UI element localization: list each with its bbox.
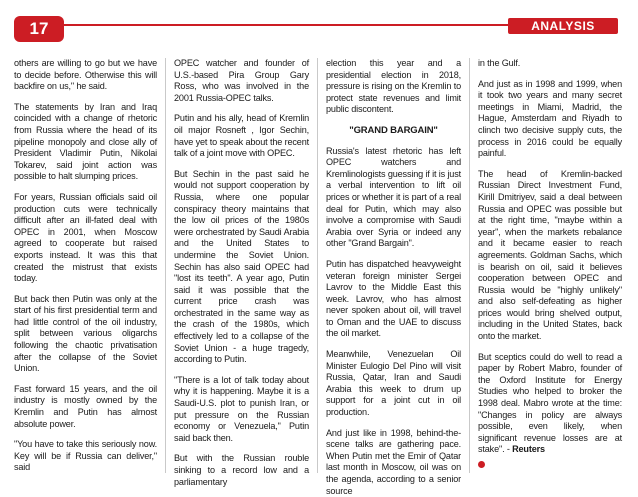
paragraph: The head of Kremlin-backed Russian Direct Investment Fund, Kirill Dmitriyev, said a deal between Russia and OPEC was possible but at the right time, "maybe within a year", when the markets rebalance and it became easier to reach agreements. Goldman Sachs, which is bearish on oil, said it believes cooperation between OPEC and Russia would be "highly unlikely" and also self-defeating as higher prices would bring shelved output, including in the United States, back onto the market. [478, 168, 622, 342]
subheading: "GRAND BARGAIN" [349, 124, 438, 136]
article-column-1 [14, 58, 166, 473]
paragraph: Russia's latest rhetoric has left OPEC watchers and Kremlinologists guessing if it is just a verbal intervention to lift oil prices or whether it is part of a real deal for Putin, which may also involve a compromise with Saudi Arabia over Syria or indeed any other "Grand Bargain". [326, 145, 461, 249]
section-label: ANALYSIS [508, 18, 618, 34]
paragraph: "There is a lot of talk today about why it is happening. Maybe it is a Saudi-U.S. plot to punish Iran, or put pressure on the Russian economy or Venezuela," Putin said back then. [174, 374, 309, 443]
paragraph: Meanwhile, Venezuelan Oil Minister Eulogio Del Pino will visit Russia, Qatar, Iran and Saudi Arabia this week to drum up support for a joint cut in oil production. [326, 349, 461, 418]
paragraph: Fast forward 15 years, and the oil industry is mostly owned by the Kremlin and Putin has almost absolute power. [14, 383, 157, 429]
last-paragraph [478, 352, 622, 456]
paragraph: Putin and his ally, head of Kremlin oil major Rosneft , Igor Sechin, have yet to speak about the recent talk of a joint move with OPEC. [174, 113, 309, 159]
paragraph: OPEC watcher and founder of U.S.-based Pira Group Gary Ross, who was involved in the 2001 Russia-OPEC talks. [174, 58, 309, 103]
paragraph: For years, Russian officials said oil production cuts were technically difficult after an ill-fated deal with OPEC in 2001, when Moscow agreed to cooperate but raised exports instead. It was this that created the mistrust that exists today. [14, 191, 157, 284]
paragraph-text: But sceptics could do well to read a paper by Robert Mabro, founder of the Oxford Institute for Energy Studies who helped to broker the 1998 deal. Mabro wrote at the time: "Changes in policy are always possible, even likely, when significant revenue losses are at stake". - [478, 351, 622, 455]
paragraph: And just as in 1998 and 1999, when it took two years and many secret meetings in Miami, Madrid, the Hague, Amsterdam and Riyadh to clinch two decisive supply cuts, the process in 2016 could be equally painful. [478, 78, 622, 159]
paragraph: But Sechin in the past said he would not support cooperation by Russia, where one popular conspiracy theory maintains that the low oil prices of the 1980s were orchestrated by Saudi Arabia and the United States to undermine the Soviet Union. Sechin has also said OPEC had "lost its teeth". A year ago, Putin said it was possible that the current price crash was orchestrated in the same way as the crash of the 1980s, which effectively led to a collapse of the Soviet Union - a huge tragedy, according to Putin. [174, 168, 309, 365]
paragraph: election this year and a presidential election in 2018, pressure is rising on the Kremlin to protect state revenues and limit public discontent. [326, 58, 461, 115]
article-column-4 [470, 58, 622, 473]
page-header [0, 14, 638, 44]
end-of-article-dot [478, 461, 485, 468]
header-rule [64, 24, 536, 26]
paragraph: But back then Putin was only at the start of his first presidential term and had little control of the oil industry, split between various oligarchs following the chaotic privatisation after the collapse of the Soviet Union. [14, 293, 157, 374]
paragraph: The statements by Iran and Iraq coincided with a change of rhetoric from Russia where the head of its pipeline monopoly and close ally of President Vladimir Putin, Nikolai Tokarev, said joint action was possible to halt slumping prices. [14, 101, 157, 182]
article-column-3 [318, 58, 470, 496]
page-number-badge: 17 [14, 16, 64, 42]
article-columns [14, 58, 624, 496]
paragraph: Putin has dispatched heavyweight veteran foreign minister Sergei Lavrov to the Middle East this week. Lavrov, who has almost never spoken about oil, will travel to Oman and the UAE to discuss the oil market. [326, 258, 461, 339]
paragraph: in the Gulf. [478, 58, 521, 68]
paragraph: "You have to take this seriously now. Key will be if Russia can deliver," said [14, 439, 157, 473]
paragraph: others are willing to go but we have to decide before. Otherwise this will backfire on us," he said. [14, 58, 157, 92]
paragraph: But with the Russian rouble sinking to a record low and a parliamentary [174, 453, 309, 487]
article-column-2 [166, 58, 318, 487]
paragraph: And just like in 1998, behind-the-scene talks are gathering pace. When Putin met the Emir of Qatar last month in Moscow, oil was on the agenda, according to a senior source [326, 427, 461, 496]
source-credit: Reuters [512, 444, 545, 455]
